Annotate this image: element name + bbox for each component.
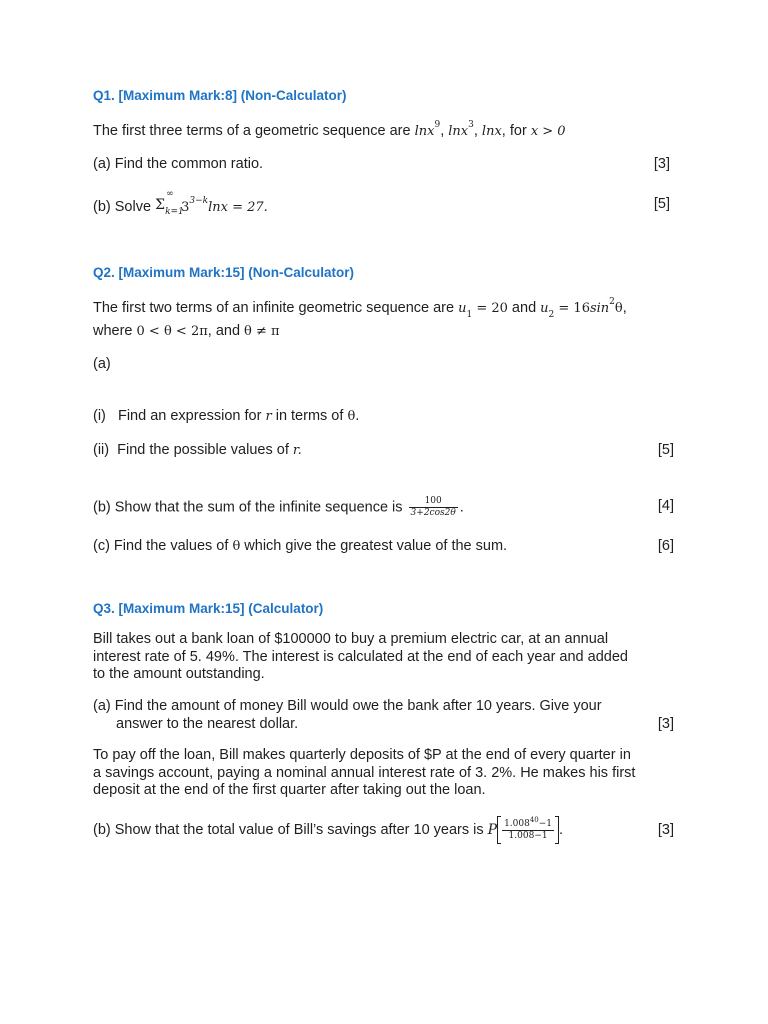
q1-term1: lnx xyxy=(414,124,435,139)
q3-part-b xyxy=(93,816,563,844)
q2-ai-prefix: (i) Find an expression for xyxy=(93,408,262,424)
q2-sin-sup: 2 xyxy=(609,297,615,307)
q3-b-dot: . xyxy=(559,821,564,838)
q2-where xyxy=(93,323,280,341)
q1-base: 3 xyxy=(181,200,190,215)
q1-exp: 3−k xyxy=(189,196,209,206)
q3-part-a-line2: answer to the nearest dollar. xyxy=(116,715,299,732)
q1-part-a: (a) Find the common ratio. xyxy=(93,156,264,172)
q1-sigma xyxy=(155,189,184,217)
q2-c-prefix: (c) Find the values of xyxy=(93,538,229,554)
q3-b-fraction xyxy=(502,816,554,842)
sigma-upper: ∞ xyxy=(166,189,174,199)
q3-para1-line3: to the amount outstanding. xyxy=(93,666,265,682)
q3-fraction-numerator xyxy=(502,816,554,830)
q2-u1-val: = 20 xyxy=(472,301,508,316)
fraction-numerator: 100 xyxy=(424,496,442,506)
q2-ai-var: r xyxy=(265,409,272,424)
q1-term1-exp: 9 xyxy=(434,120,441,130)
q2-b-fraction xyxy=(409,496,458,519)
q3-part-a-mark: [3] xyxy=(657,716,674,732)
numerator-rest: −1 xyxy=(538,819,553,829)
q2-where-text: where xyxy=(93,323,133,339)
q3-heading: Q3. [Maximum Mark:15] (Calculator) xyxy=(93,601,324,616)
q2-where-cond2: θ ≠ π xyxy=(244,324,280,339)
q1-term3: lnx xyxy=(481,124,502,139)
q3-b-text: (b) Show that the total value of Bill’s savings after 10 years is xyxy=(93,821,484,838)
q2-part-a-ii xyxy=(93,442,302,460)
q1-part-b-mark: [5] xyxy=(653,196,670,212)
fraction-denominator: 3+2cos2θ xyxy=(410,508,456,518)
q2-part-a-mark: [5] xyxy=(657,442,674,458)
q2-intro xyxy=(93,297,627,320)
q1-part-b-text: (b) Solve xyxy=(93,199,152,215)
q3-para1 xyxy=(93,631,628,684)
q3-b-bracket xyxy=(497,816,559,844)
q1-part-a-mark: [3] xyxy=(653,156,670,172)
q2-where-cond: 0 < θ < 2π xyxy=(136,324,208,339)
q2-part-a-label: (a) xyxy=(93,356,111,372)
q3-para2-line2: a savings account, paying a nominal annual interest rate of 3. 2%. He makes his first xyxy=(93,764,636,781)
q2-c-suffix: which give the greatest value of the sum. xyxy=(244,538,508,554)
q2-u1-sub: 1 xyxy=(466,310,473,320)
q2-part-b-mark: [4] xyxy=(657,498,674,514)
q1-intro xyxy=(93,120,566,143)
q3-para2-line1: To pay off the loan, Bill makes quarterly deposits of $P at the end of every quarter in xyxy=(93,747,631,763)
q3-b-P: P xyxy=(487,821,498,838)
numerator-exponent: 40 xyxy=(529,816,539,824)
q3-para2-line3: deposit at the end of the first quarter after taking out the loan. xyxy=(93,782,486,798)
q3-para2 xyxy=(93,747,635,800)
q2-u1: u xyxy=(458,301,467,316)
q3-para1-line2: interest rate of 5. 49%. The interest is calculated at the end of each year and added xyxy=(93,648,628,665)
q2-sin: sin xyxy=(589,301,610,316)
q1-sep2: , xyxy=(473,123,482,139)
q1-term2-exp: 3 xyxy=(468,120,474,130)
q1-condition: x > 0 xyxy=(530,124,566,139)
q2-heading: Q2. [Maximum Mark:15] (Non-Calculator) xyxy=(93,265,355,280)
numerator-base: 1.008 xyxy=(504,819,530,829)
q3-part-a xyxy=(93,698,602,733)
q3-para1-line1: Bill takes out a bank loan of $100000 to buy a premium electric car, at an annual xyxy=(93,631,609,647)
q2-u2-sub: 2 xyxy=(548,310,555,320)
q1-sep1: , xyxy=(440,123,449,139)
q2-b-text: (b) Show that the sum of the infinite sequence is xyxy=(93,499,403,516)
q1-b-rest: lnx = 27. xyxy=(208,200,268,215)
q2-part-c xyxy=(93,538,507,556)
sigma-symbol: Σ xyxy=(155,197,165,213)
q2-ai-theta: θ. xyxy=(347,409,360,424)
q2-u2: u xyxy=(540,301,549,316)
q2-theta: θ xyxy=(614,301,623,316)
q2-and: and xyxy=(507,300,541,316)
q2-ai-suffix: in terms of xyxy=(275,408,344,424)
q2-comma: , xyxy=(622,300,627,316)
q2-part-b xyxy=(93,496,464,519)
q2-aii-var: r. xyxy=(292,443,302,458)
q2-u2-val: = 16 xyxy=(554,301,590,316)
q3-part-b-mark: [3] xyxy=(657,822,674,838)
q2-and-text: , and xyxy=(207,323,241,339)
q1-term2: lnx xyxy=(448,124,469,139)
q2-aii-prefix: (ii) Find the possible values of xyxy=(93,442,289,458)
q3-fraction-denominator: 1.008−1 xyxy=(502,830,554,842)
sigma-lower: k=1 xyxy=(165,207,184,217)
q1-intro-text: The first three terms of a geometric sequence are xyxy=(93,123,411,139)
q2-part-c-mark: [6] xyxy=(657,538,674,554)
q2-b-dot: . xyxy=(459,499,464,516)
q1-heading: Q1. [Maximum Mark:8] (Non-Calculator) xyxy=(93,88,347,103)
q2-part-a-i xyxy=(93,408,359,426)
q3-part-a-line1: (a) Find the amount of money Bill would owe the bank after 10 years. Give your xyxy=(93,698,602,714)
q1-for: , for xyxy=(501,123,531,139)
q2-c-theta: θ xyxy=(232,539,241,554)
q1-part-b xyxy=(93,189,268,219)
q2-intro-text: The first two terms of an infinite geometric sequence are xyxy=(93,300,455,316)
